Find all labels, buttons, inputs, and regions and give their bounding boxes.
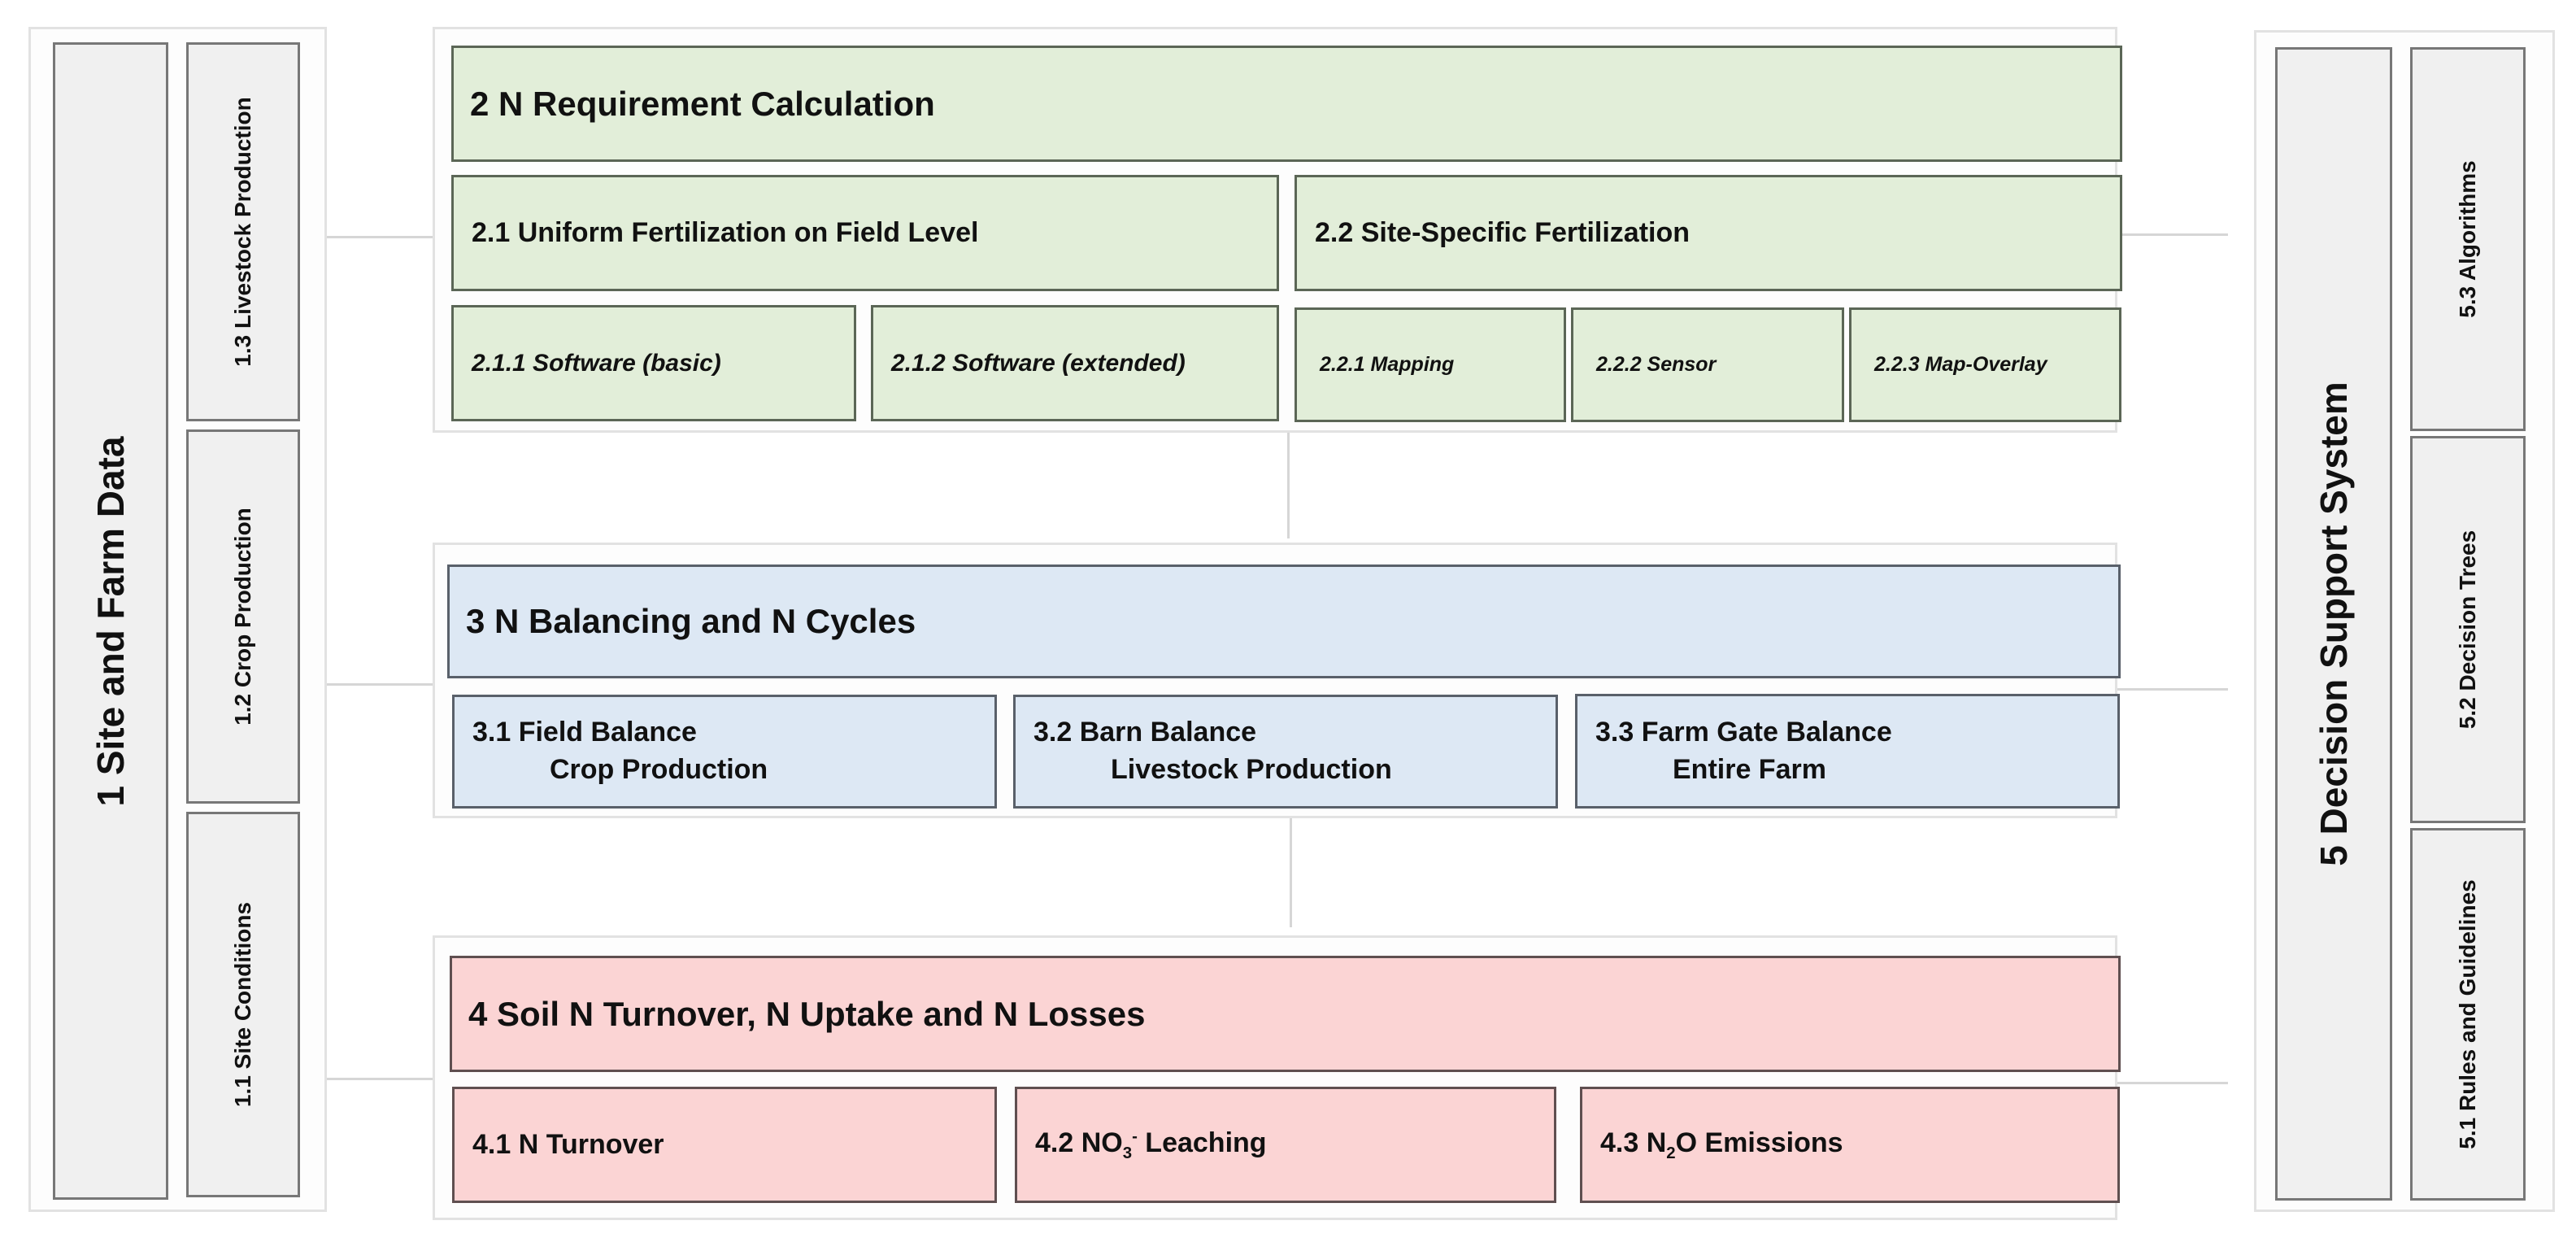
- section-2-title-box[interactable]: [451, 46, 2122, 162]
- section-1-title: 1 Site and Farm Data: [89, 435, 132, 807]
- connector-4-to-5: [2117, 1082, 2228, 1084]
- item-2-1-1-label: 2.1.1 Software (basic): [472, 349, 721, 377]
- section-2-title: 2 N Requirement Calculation: [470, 84, 935, 123]
- item-2-2-site-specific-fertilization[interactable]: [1295, 175, 2122, 291]
- item-2-1-uniform-fertilization[interactable]: [451, 175, 1279, 291]
- item-5-2-label: 5.2 Decision Trees: [2455, 530, 2480, 730]
- item-4-3-label: 4.3 $N_2O$ Emissions: [1600, 1127, 1843, 1162]
- item-1-2-label: 1.2 Crop Production: [230, 508, 255, 726]
- item-3-1-label: 3.1 Field Balance: [472, 717, 697, 748]
- item-3-1-field-balance[interactable]: [452, 695, 997, 809]
- item-1-1-label: 1.1 Site Conditions: [230, 901, 255, 1108]
- item-5-1-label: 5.1 Rules and Guidelines: [2455, 879, 2480, 1149]
- connector-3-to-5: [2117, 688, 2228, 691]
- section-4-title: 4 Soil N Turnover, N Uptake and N Losses: [468, 994, 1146, 1033]
- item-1-3-label: 1.3 Livestock Production: [230, 97, 255, 367]
- item-3-3-farm-gate-balance[interactable]: [1575, 694, 2120, 809]
- connector-1-3-to-2: [327, 236, 433, 238]
- item-4-3-n2o-emissions[interactable]: [1580, 1087, 2120, 1203]
- item-3-2-label: 3.2 Barn Balance: [1033, 717, 1257, 748]
- item-5-1-rules-and-guidelines[interactable]: [2410, 828, 2526, 1201]
- item-3-2-barn-balance[interactable]: [1013, 695, 1558, 809]
- item-2-2-3-map-overlay[interactable]: [1849, 307, 2121, 422]
- section-1-title-box[interactable]: [53, 42, 168, 1200]
- connector-2-to-3: [1287, 433, 1290, 538]
- section-5-title: 5 Decision Support System: [2313, 381, 2355, 866]
- item-4-1-label: 4.1 N Turnover: [472, 1129, 664, 1160]
- item-3-3-sublabel: Entire Farm: [1673, 753, 1826, 785]
- item-4-2-no3-leaching[interactable]: [1015, 1087, 1556, 1203]
- item-2-1-label: 2.1 Uniform Fertilization on Field Level: [472, 217, 979, 248]
- item-4-1-n-turnover[interactable]: [452, 1087, 997, 1203]
- item-4-2-label: 4.2 $NO_3^-$ Leaching: [1035, 1127, 1267, 1162]
- item-5-3-algorithms[interactable]: [2410, 47, 2526, 431]
- connector-3-to-4: [1290, 818, 1292, 927]
- item-2-1-1-software-basic[interactable]: [451, 305, 856, 421]
- section-3-title-box[interactable]: [447, 564, 2121, 678]
- item-2-2-label: 2.2 Site-Specific Fertilization: [1315, 217, 1690, 248]
- item-3-1-sublabel: Crop Production: [550, 754, 768, 785]
- item-1-1-site-conditions[interactable]: [186, 812, 300, 1197]
- item-5-3-label: 5.3 Algorithms: [2455, 160, 2480, 318]
- item-1-2-crop-production[interactable]: [186, 429, 300, 804]
- item-2-2-2-sensor[interactable]: [1571, 307, 1844, 422]
- item-1-3-livestock-production[interactable]: [186, 42, 300, 421]
- item-3-3-label: 3.3 Farm Gate Balance: [1595, 716, 1892, 748]
- item-5-2-decision-trees[interactable]: [2410, 436, 2526, 823]
- item-2-1-2-label: 2.1.2 Software (extended): [891, 349, 1186, 377]
- section-4-title-box[interactable]: [450, 956, 2121, 1072]
- connector-1-1-to-4: [327, 1078, 433, 1080]
- item-2-2-3-label: 2.2.3 Map-Overlay: [1874, 353, 2047, 376]
- item-2-2-1-label: 2.2.1 Mapping: [1320, 353, 1455, 376]
- item-2-1-2-software-extended[interactable]: [871, 305, 1279, 421]
- item-3-2-sublabel: Livestock Production: [1111, 754, 1392, 785]
- connector-2-to-5: [2117, 233, 2228, 236]
- item-2-2-1-mapping[interactable]: [1295, 307, 1566, 422]
- item-2-2-2-label: 2.2.2 Sensor: [1596, 353, 1717, 376]
- section-3-title: 3 N Balancing and N Cycles: [466, 602, 916, 640]
- section-5-title-box[interactable]: [2275, 47, 2392, 1201]
- connector-1-2-to-3: [327, 683, 433, 686]
